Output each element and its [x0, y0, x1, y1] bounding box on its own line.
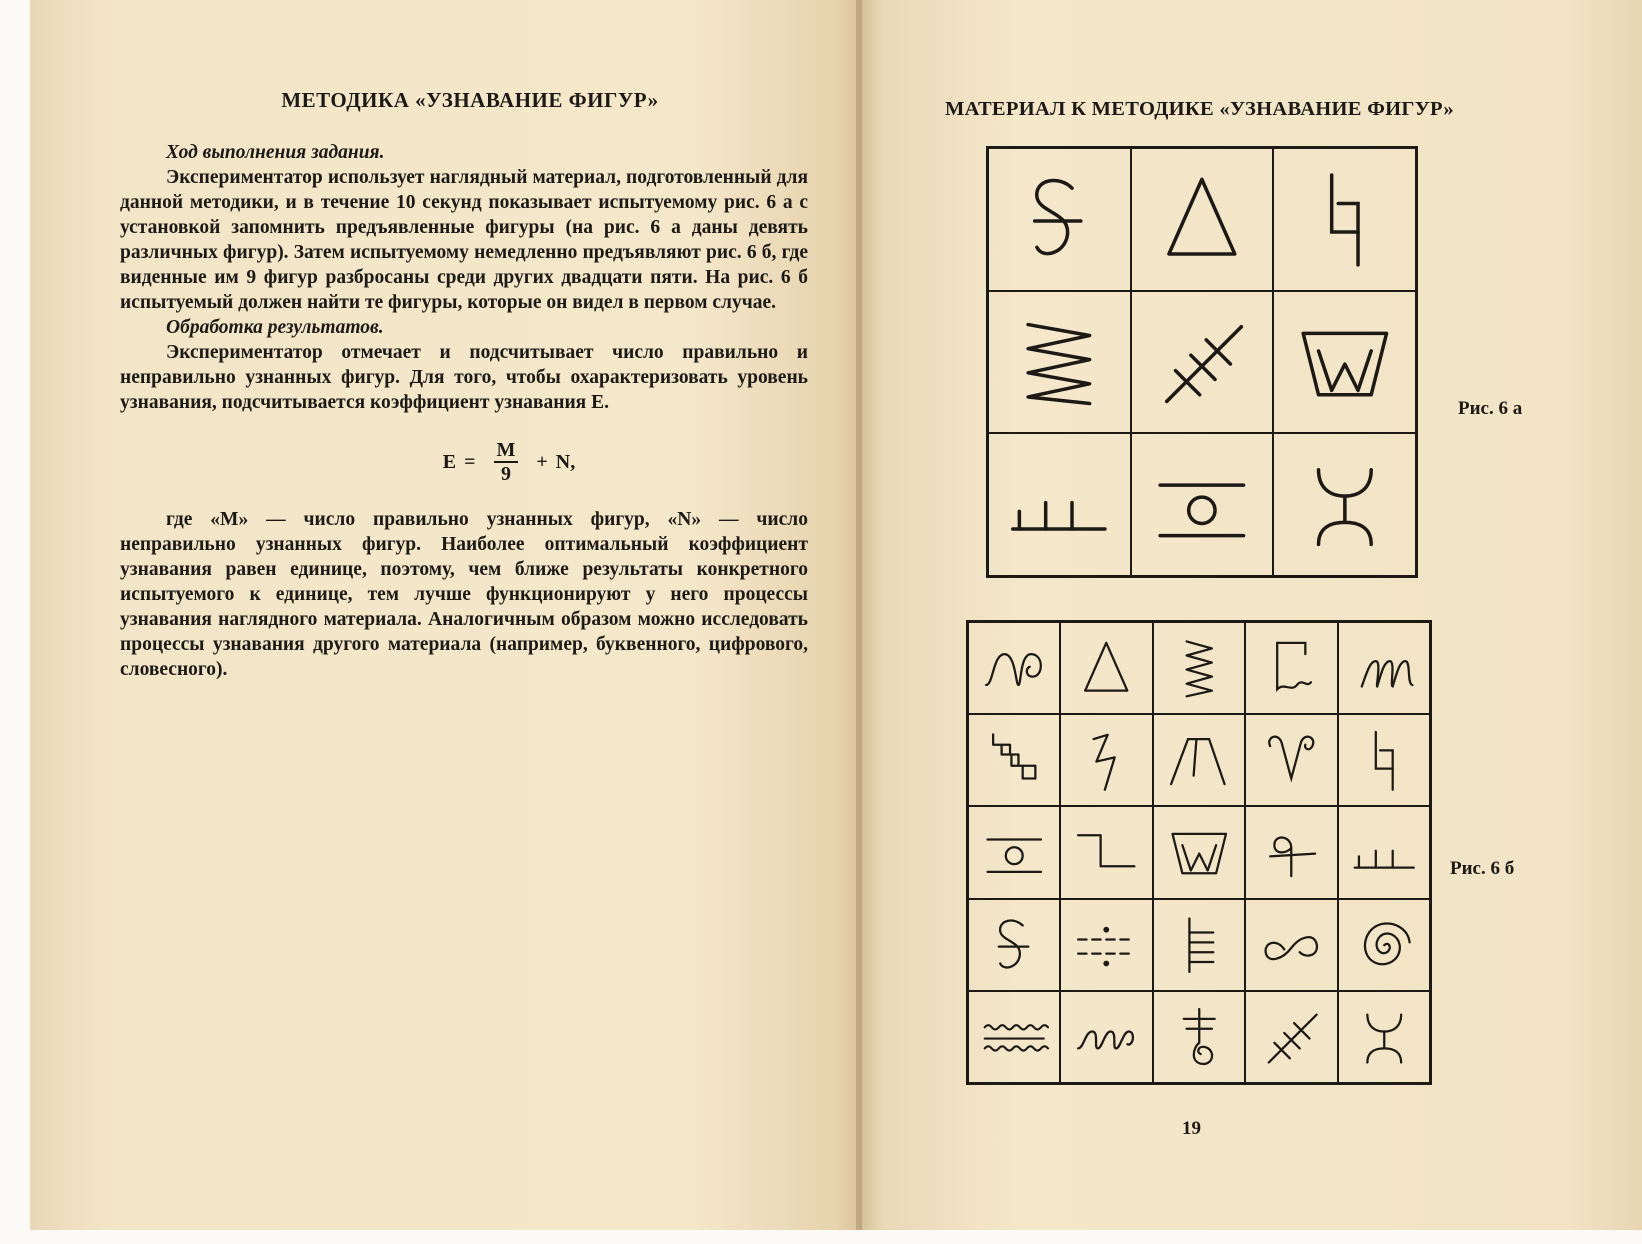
figure-a-cell — [1131, 148, 1274, 291]
chalice-icon — [1290, 450, 1400, 560]
comb-icon — [1164, 910, 1235, 980]
figure-b-cell — [1338, 899, 1430, 991]
formula — [210, 429, 808, 495]
cup-w-icon — [1164, 817, 1235, 887]
figure-b-cell — [968, 806, 1060, 898]
figure-b-cell — [1338, 806, 1430, 898]
s-hook-icon — [1004, 164, 1114, 274]
crossed-line-icon — [1147, 307, 1257, 417]
figure-b-cell — [1060, 991, 1152, 1083]
formula-plus: + — [536, 450, 548, 473]
figure-b-cell — [1245, 899, 1337, 991]
figure-6b-grid — [966, 620, 1432, 1085]
triangle-icon — [1071, 633, 1142, 703]
z-step-icon — [1071, 817, 1142, 887]
s-hook-icon — [979, 910, 1050, 980]
staircase-icon — [979, 725, 1050, 795]
figure-a-cell — [1131, 291, 1274, 434]
figure-b-cell — [1153, 714, 1245, 806]
figure-b-cell — [1060, 899, 1152, 991]
figure-b-cell — [1153, 991, 1245, 1083]
vertical-zigzag-icon — [1164, 633, 1235, 703]
dotted-lines-icon — [1071, 910, 1142, 980]
figure-a-cell — [988, 433, 1131, 576]
subheading-procedure: Ход выполнения задания. — [166, 142, 385, 163]
right-page-title: МАТЕРИАЛ К МЕТОДИКЕ «УЗНАВАНИЕ ФИГУР» — [945, 98, 1454, 120]
paragraph-procedure: Экспериментатор использует наглядный материал, подготовленный для данной методики, и в течение 10 секунд показывает испытуемому рис. 6 а с установкой запомнить предъявленные фигуры (на рис. 6 а даны девять различных фигур). Затем испытуемому немедленно предъявляют рис. 6 б, где виденные им 9 фигур разбросаны среди других двадцати пяти. На рис. 6 б испытуемый должен найти те фигуры, которые он видел в первом случае. — [120, 167, 808, 313]
figure-a-cell — [1273, 433, 1416, 576]
figure-b-cell — [1338, 714, 1430, 806]
cup-w-icon — [1290, 307, 1400, 417]
step-hook-icon — [1290, 164, 1400, 274]
figure-b-cell — [1245, 622, 1337, 714]
figure-a-cell — [988, 291, 1131, 434]
figure-b-cell — [1060, 806, 1152, 898]
spiral-icon — [1349, 910, 1420, 980]
ram-horns-icon — [1256, 725, 1327, 795]
formula-tail: N, — [555, 450, 576, 473]
circle-between-lines-icon — [979, 817, 1050, 887]
left-page-body — [120, 140, 808, 682]
m-script-icon — [1349, 633, 1420, 703]
left-page-title: МЕТОДИКА «УЗНАВАНИЕ ФИГУР» — [281, 88, 659, 112]
step-hook-icon — [1349, 725, 1420, 795]
infinity-wave-icon — [1256, 910, 1327, 980]
loop-cross-icon — [1256, 817, 1327, 887]
lightning-icon — [1071, 725, 1142, 795]
floor-posts-icon — [1349, 817, 1420, 887]
formula-denominator: 9 — [500, 463, 511, 485]
book-gutter — [856, 0, 862, 1230]
figure-b-cell — [1245, 714, 1337, 806]
crossed-line-icon — [1256, 1002, 1327, 1072]
wavy-lines-icon — [979, 1002, 1050, 1072]
figure-a-cell — [988, 148, 1131, 291]
figure-b-cell — [1245, 991, 1337, 1083]
paragraph-explanation: где «M» — число правильно узнанных фигур, «N» — число неправильно узнанных фигур. Наиболее оптимальный коэффициент узнавания равен единице, поэтому, чем ближе результаты конкретного испытуемого к единице, тем лучше функционируют у него процессы узнавания наглядного материала. Аналогичным образом можно исследовать процессы узнавания другого материала (например, буквенного, цифрового, словесного). — [120, 509, 808, 680]
zigzag-spring-icon — [1004, 307, 1114, 417]
formula-lhs: E — [442, 450, 457, 473]
figure-b-cell — [968, 991, 1060, 1083]
figure-b-cell — [968, 899, 1060, 991]
circle-between-lines-icon — [1147, 450, 1257, 560]
figure-b-cell — [968, 714, 1060, 806]
caption-figure-6a: Рис. 6 а — [1458, 398, 1523, 419]
scan-margin — [0, 0, 30, 1244]
figure-a-cell — [1273, 148, 1416, 291]
formula-equals: = — [464, 450, 476, 473]
figure-6a-grid — [986, 146, 1418, 578]
paragraph-processing: Экспериментатор отмечает и подсчитывает число правильно и неправильно узнанных фигур. Для того, чтобы охарактеризовать уровень узнавания, подсчитывается коэффициент узнавания E. — [120, 342, 808, 413]
scan-bottom-margin — [0, 1230, 1642, 1244]
subheading-processing: Обработка результатов. — [166, 317, 384, 338]
figure-b-cell — [1153, 622, 1245, 714]
figure-b-cell — [1153, 899, 1245, 991]
caption-figure-6b: Рис. 6 б — [1450, 858, 1515, 879]
figure-a-cell — [1131, 433, 1274, 576]
trapezoid-legs-icon — [1164, 725, 1235, 795]
formula-numerator: M — [494, 439, 519, 463]
triangle-icon — [1147, 164, 1257, 274]
figure-a-cell — [1273, 291, 1416, 434]
bracket-wave-icon — [1256, 633, 1327, 703]
chalice-icon — [1349, 1002, 1420, 1072]
cross-hook-icon — [1164, 1002, 1235, 1072]
floor-posts-icon — [1004, 450, 1114, 560]
figure-b-cell — [1338, 991, 1430, 1083]
loops-chain-icon — [1071, 1002, 1142, 1072]
figure-b-cell — [1338, 622, 1430, 714]
formula-fraction — [494, 439, 519, 485]
double-loop-icon — [979, 633, 1050, 703]
figure-b-cell — [1153, 806, 1245, 898]
figure-b-cell — [968, 622, 1060, 714]
figure-b-cell — [1060, 714, 1152, 806]
figure-b-cell — [1060, 622, 1152, 714]
page-number: 19 — [1182, 1118, 1201, 1139]
figure-b-cell — [1245, 806, 1337, 898]
